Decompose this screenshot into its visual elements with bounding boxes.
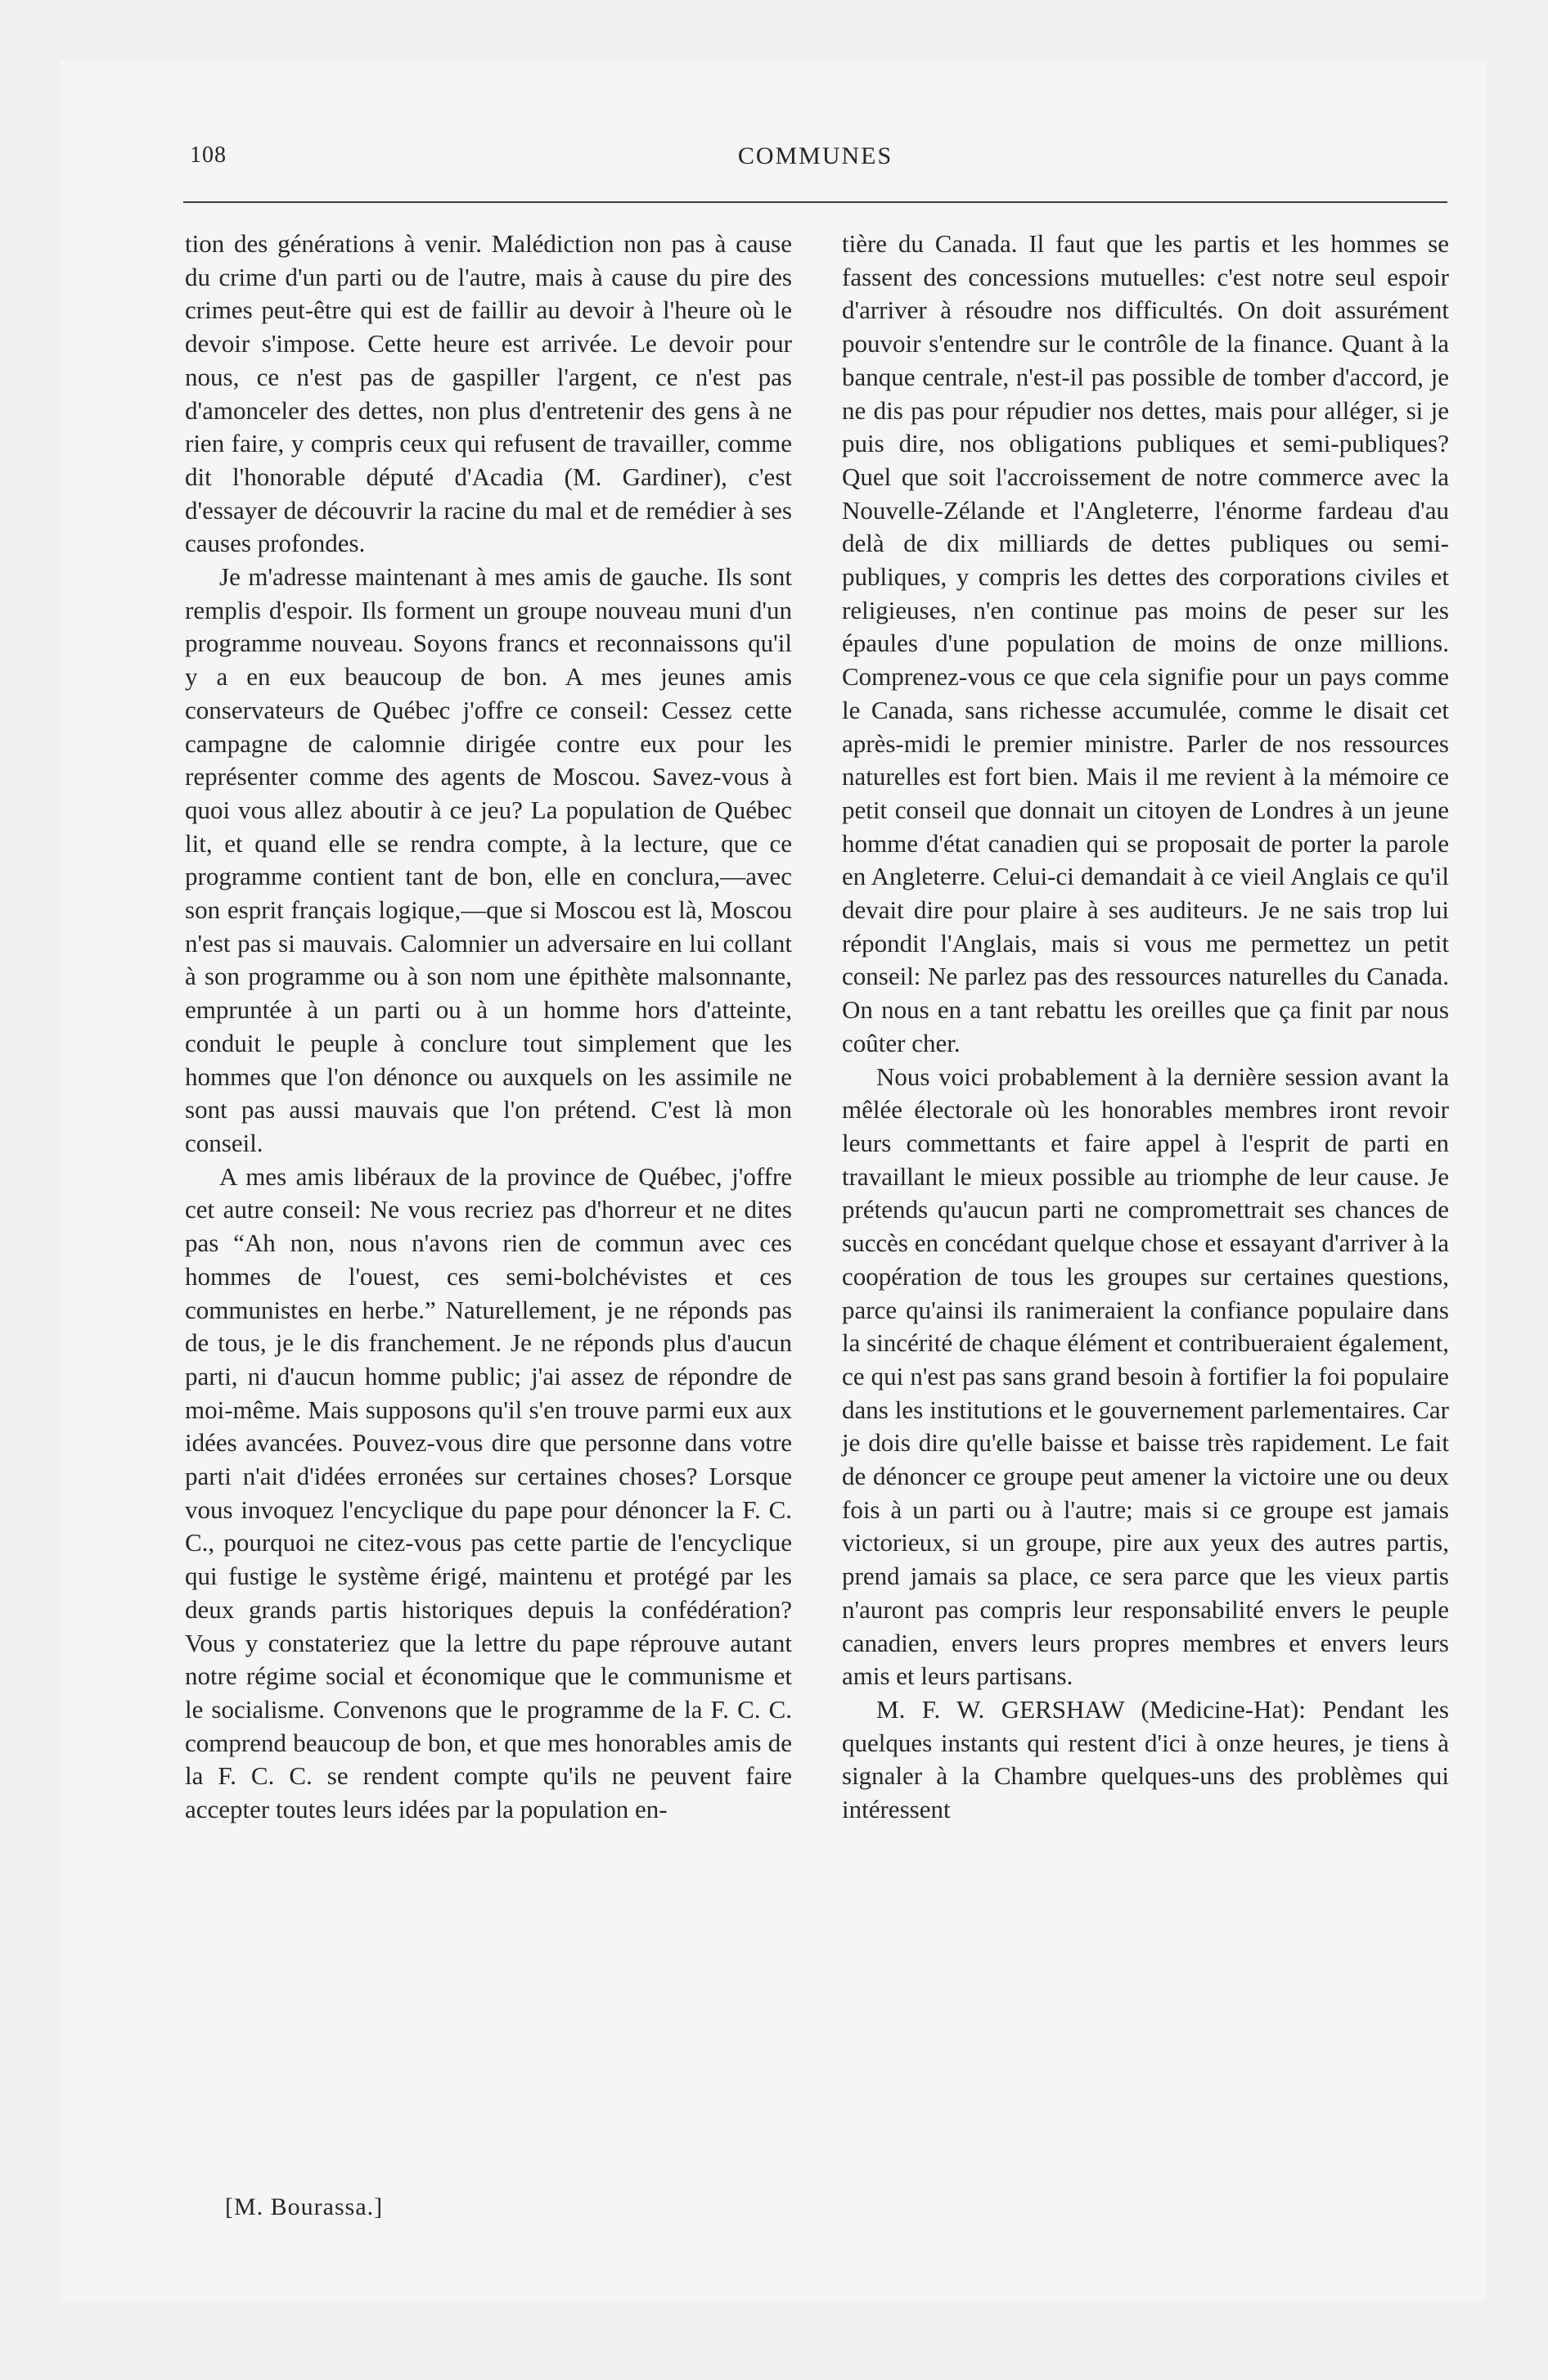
running-title: COMMUNES — [737, 142, 893, 169]
paragraph: tion des générations à venir. Malédiction non pas à cause du crime d'un parti ou de l'autre, mais à cause du pire des crimes peut-être qui est de faillir au devoir à l'heure où le devoir s'impose. Cette heure est arrivée. Le devoir pour nous, ce n'est pas de gaspiller l'argent, ce n'est pas d'amonceler des dettes, non plus d'entretenir des gens à ne rien faire, y compris ceux qui refusent de travailler, comme dit l'honorable député d'Acadia (M. Gardiner), c'est d'essayer de découvrir la racine du mal et de remédier à ses causes profondes. — [185, 229, 792, 558]
paragraph: tière du Canada. Il faut que les partis et les hommes se fassent des concessions mutuelles: c'est notre seul espoir d'arriver à résoudre nos difficultés. On doit assurément pouvoir s'entendre sur le contrôle de la finance. Quant à la banque centrale, n'est-il pas possible de tomber d'accord, je ne dis pas pour répudier nos dettes, mais pour alléger, si je puis dire, nos obligations publiques et semi-publiques? Quel que soit l'accroissement de notre commerce avec la Nouvelle-Zélande et l'Angleterre, l'énorme fardeau d'au delà de dix milliards de dettes publiques ou semi-publiques, y compris les dettes des corporations civiles et religieuses, n'en continue pas moins de peser sur les épaules d'une population de moins de onze millions. Comprenez-vous ce que cela signifie pour un pays comme le Canada, sans richesse accumulée, comme le disait cet après-midi le premier ministre. Parler de nos ressources naturelles est fort bien. Mais il me revient à la mémoire ce petit conseil que donnait un citoyen de Londres à un jeune homme d'état canadien qui se proposait de porter la parole en Angleterre. Celui-ci demandait à ce vieil Anglais ce qu'il devait dire pour plaire à ses auditeurs. Je ne sais trop lui répondit l'Anglais, mais si vous me permettez un petit conseil: Ne parlez pas des ressources naturelles du Canada. On nous en a tant rebattu les oreilles que ça finit par nous coûter cher. — [842, 229, 1449, 1057]
left-column — [185, 228, 792, 1827]
page-header — [183, 142, 1447, 183]
speaker-signoff: [M. Bourassa.] — [225, 2193, 384, 2220]
header-rule — [183, 201, 1447, 203]
paragraph: A mes amis libéraux de la province de Québec, j'offre cet autre conseil: Ne vous recriez pas d'horreur et ne dites pas “Ah non, nous n'avons rien de commun avec ces hommes de l'ouest, ces semi-bolchévistes et ces communistes en herbe.” Naturellement, je ne réponds pas de tous, je le dis franchement. Je ne réponds plus d'aucun parti, ni d'aucun homme public; j'ai assez de répondre de moi-même. Mais supposons qu'il s'en trouve parmi eux aux idées avancées. Pouvez-vous dire que personne dans votre parti n'ait d'idées erronées sur certaines choses? Lorsque vous invoquez l'encyclique du pape pour dénoncer la F. C. C., pourquoi ne citez-vous pas cette partie de l'encyclique qui fustige le système érigé, maintenu et protégé par les deux grands partis historiques depuis la confédération? Vous y constateriez que la lettre du pape réprouve autant notre régime social et économique que le communisme et le socialisme. Convenons que le programme de la F. C. C. comprend beaucoup de bon, et que mes honorables amis de la F. C. C. se rendent compte qu'ils ne peuvent faire accepter toutes leurs idées par la population en- — [185, 1161, 792, 1824]
page-number: 108 — [190, 142, 227, 168]
document-page — [183, 142, 1449, 1824]
paragraph: Je m'adresse maintenant à mes amis de gauche. Ils sont remplis d'espoir. Ils forment un groupe nouveau muni d'un programme nouveau. Soyons francs et reconnaissons qu'il y a en eux beaucoup de bon. A mes jeunes amis conservateurs de Québec j'offre ce conseil: Cessez cette campagne de calomnie dirigée contre eux pour les représenter comme des agents de Moscou. Savez-vous à quoi vous allez aboutir à ce jeu? La population de Québec lit, et quand elle se rendra compte, à la lecture, que ce programme contient tant de bon, elle en conclura,—avec son esprit français logique,—que si Moscou est là, Moscou n'est pas si mauvais. Calomnier un adversaire en lui collant à son programme ou à son nom une épithète malsonnante, empruntée à un parti ou à un homme hors d'atteinte, conduit le peuple à conclure tout simplement que les hommes que l'on dénonce ou auxquels on les assimile ne sont pas aussi mauvais que l'on prétend. C'est là mon conseil. — [185, 562, 792, 1157]
paragraph: Nous voici probablement à la dernière session avant la mêlée électorale où les honorables membres iront revoir leurs commettants et faire appel à l'esprit de parti en travaillant le mieux possible au triomphe de leur cause. Je prétends qu'aucun parti ne compromettrait ses chances de succès en concédant quelque chose et essayant d'arriver à la coopération de tous les groupes sur certaines questions, parce qu'ainsi ils ranimeraient la confiance populaire dans la sincérité de chaque élément et contribueraient également, ce qui n'est pas sans grand besoin à fortifier la foi populaire dans les institutions et le gouvernement parlementaires. Car je dois dire qu'elle baisse et baisse très rapidement. Le fait de dénoncer ce groupe peut amener la victoire une ou deux fois à un parti ou à l'autre; mais si ce groupe est jamais victorieux, si un groupe, pire aux yeux des autres partis, prend jamais sa place, ce sera parce que les vieux partis n'auront pas compris leur responsabilité envers le peuple canadien, envers leurs propres membres et envers leurs amis et leurs partisans. — [842, 1062, 1449, 1691]
right-column — [842, 228, 1449, 1827]
paragraph: M. F. W. GERSHAW (Medicine-Hat): Pendant les quelques instants qui restent d'ici à onze heures, je tiens à signaler à la Chambre quelques-uns des problèmes qui intéressent — [842, 1694, 1449, 1824]
